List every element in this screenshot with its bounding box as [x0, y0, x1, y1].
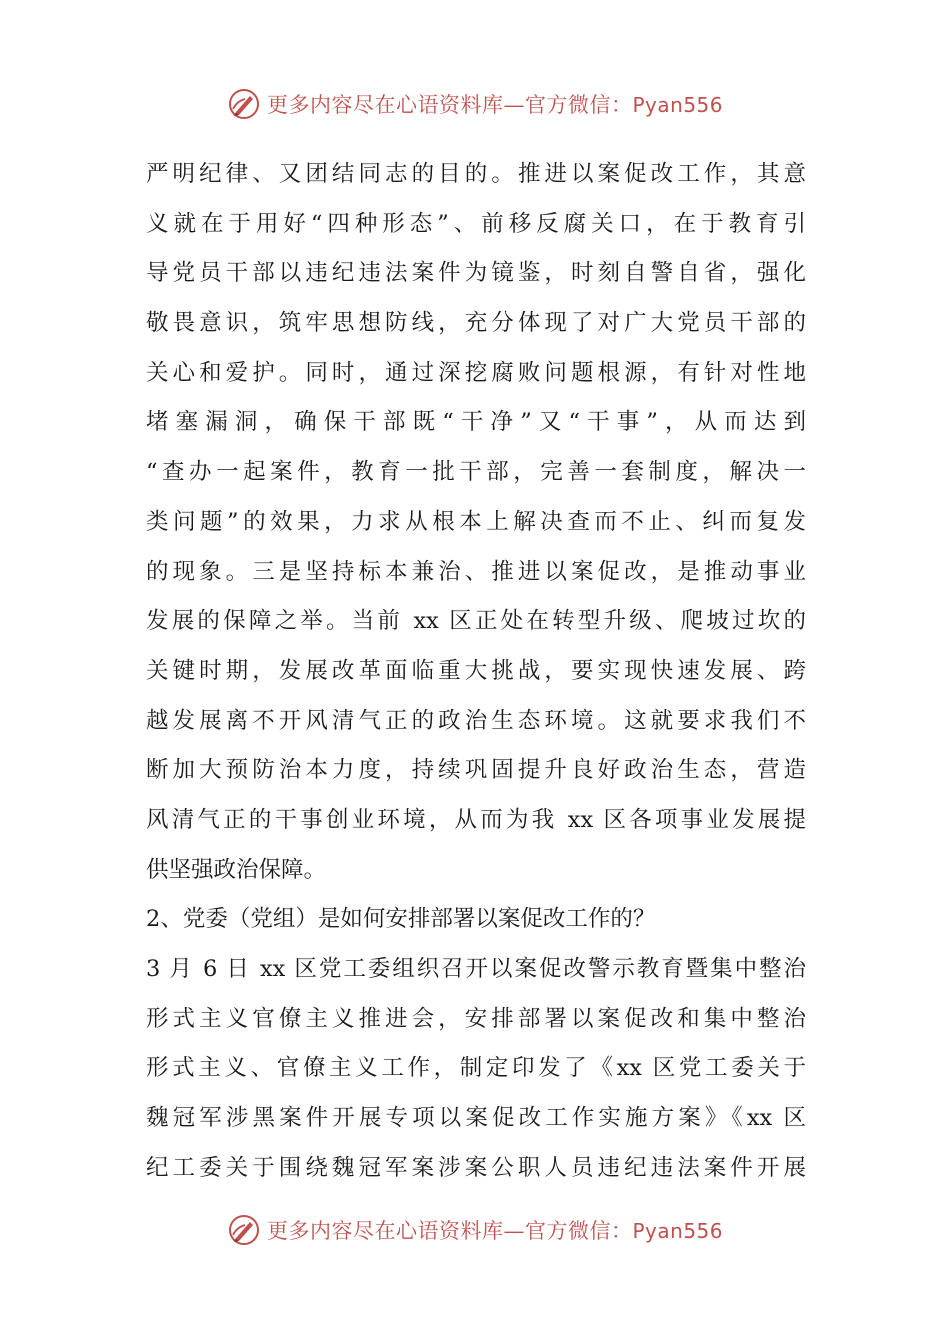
text-line: 魏冠军涉黑案件开展专项以案促改工作实施方案》《xx 区: [146, 1105, 806, 1132]
header-watermark: [0, 84, 950, 124]
text-line: 严明纪律、又团结同志的目的。推进以案促改工作，其意: [146, 161, 806, 187]
text-line: 形式主义、官僚主义工作，制定印发了《xx 区党工委关于: [146, 1055, 806, 1082]
text-line: 关键时期，发展改革面临重大挑战，要实现快速发展、跨: [146, 657, 806, 684]
text-line: 纪工委关于围绕魏冠军案涉案公职人员违纪违法案件开展: [146, 1154, 806, 1181]
text-line: 堵塞漏洞，确保干部既“干净”又“干事”，从而达到: [146, 409, 806, 436]
text-line: 断加大预防治本力度，持续巩固提升良好政治生态，营造: [146, 757, 806, 784]
footer-watermark: [0, 1210, 950, 1250]
watermark-text: [267, 89, 723, 119]
text-line: 2、党委（党组）是如何安排部署以案促改工作的？: [146, 906, 656, 933]
text-line: 风清气正的干事创业环境，从而为我 xx 区各项事业发展提: [146, 806, 806, 833]
text-line: 的现象。三是坚持标本兼治、推进以案促改，是推动事业: [146, 558, 806, 585]
text-line: “查办一起案件，教育一批干部，完善一套制度，解决一: [146, 459, 806, 486]
pen-circle-icon: [227, 87, 261, 121]
watermark-label: 更多内容尽在心语资料库—官方微信：: [266, 1219, 633, 1243]
text-line: 义就在于用好“四种形态”、前移反腐关口，在于教育引: [146, 210, 806, 237]
text-line: 导党员干部以违纪违法案件为镜鉴，时刻自警自省，强化: [146, 260, 806, 287]
text-line: 类问题”的效果，力求从根本上解决查而不止、纠而复发: [146, 508, 806, 535]
document-body: [146, 150, 806, 1193]
watermark-text: [267, 1215, 723, 1245]
text-line: 供坚强政治保障。: [146, 856, 327, 883]
text-line: 3 月 6 日 xx 区党工委组织召开以案促改警示教育暨集中整治: [146, 956, 806, 982]
text-line: 关心和爱护。同时，通过深挖腐败问题根源，有针对性地: [146, 359, 806, 386]
pen-circle-icon: [227, 1213, 261, 1247]
text-line: 形式主义官僚主义推进会，安排部署以案促改和集中整治: [146, 1005, 806, 1032]
text-line: 敬畏意识，筑牢思想防线，充分体现了对广大党员干部的: [146, 310, 806, 337]
watermark-label: 更多内容尽在心语资料库—官方微信：: [266, 93, 633, 117]
text-line: 发展的保障之举。当前 xx 区正处在转型升级、爬坡过坎的: [146, 608, 806, 635]
watermark-id: Pyan556: [632, 1219, 723, 1243]
text-line: 越发展离不开风清气正的政治生态环境。这就要求我们不: [146, 707, 806, 734]
watermark-id: Pyan556: [632, 93, 723, 117]
